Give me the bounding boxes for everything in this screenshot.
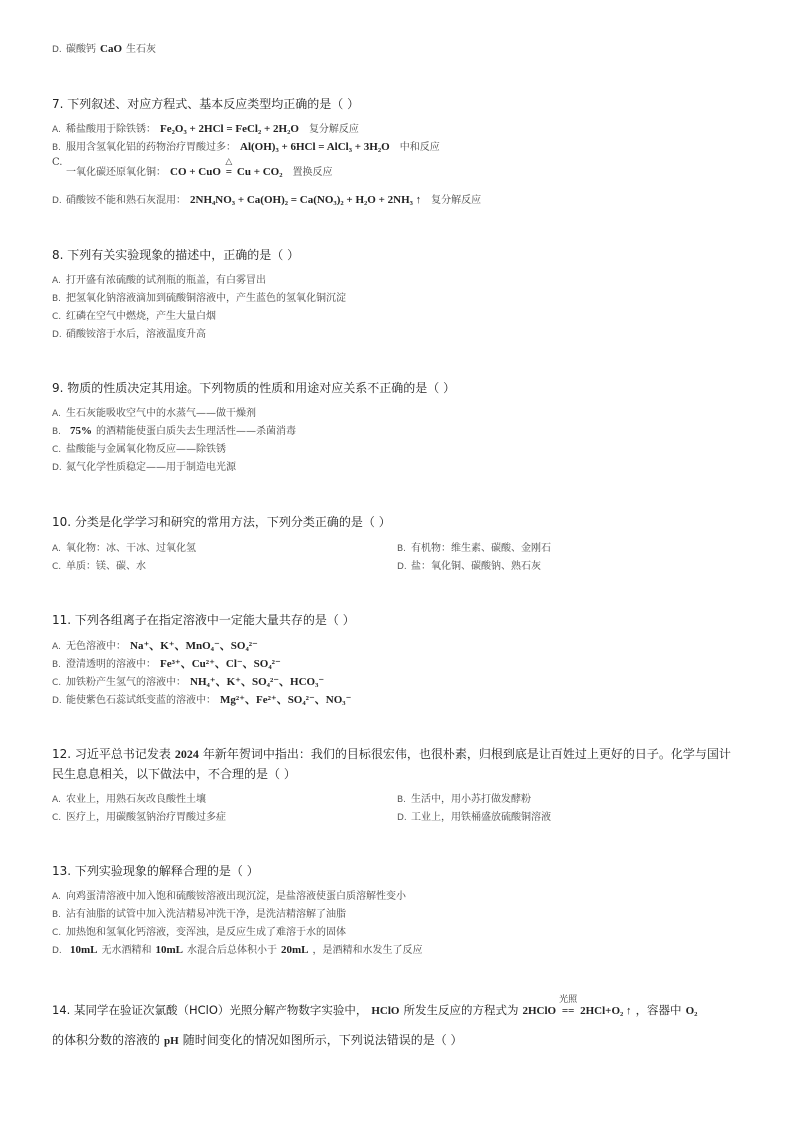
volume: 10mL bbox=[155, 944, 183, 956]
question-14-stem-line1 bbox=[52, 995, 701, 1018]
option-label: D. bbox=[397, 813, 407, 823]
option-text: 氧化物：冰、干冰、过氧化氢 bbox=[66, 543, 196, 554]
q12-option-a bbox=[52, 790, 206, 805]
question-12-stem-line1 bbox=[52, 745, 731, 762]
q11-option-b bbox=[52, 655, 285, 671]
option-text: 加铁粉产生氢气的溶液中： bbox=[66, 677, 186, 688]
q11-option-d bbox=[52, 691, 355, 707]
q9-option-d bbox=[52, 458, 236, 473]
option-text: 澄清透明的溶液中： bbox=[66, 659, 156, 670]
option-text: 稀盐酸用于除铁锈： bbox=[66, 124, 156, 135]
q10-option-d bbox=[397, 557, 541, 572]
option-label: A. bbox=[52, 544, 61, 554]
q10-option-c bbox=[52, 557, 146, 572]
option-label: C. bbox=[52, 928, 62, 938]
option-text: 一氧化碳还原氧化铜： bbox=[66, 167, 166, 178]
q8-option-c bbox=[52, 307, 216, 322]
equation-right: 2HCl+O₂ ↑ bbox=[580, 1005, 632, 1017]
q10-option-b bbox=[397, 539, 551, 554]
option-text: 服用含氢氧化铝的药物治疗胃酸过多： bbox=[66, 142, 236, 153]
option-label: C. bbox=[52, 813, 62, 823]
option-label: C. bbox=[52, 678, 62, 688]
option-label: A. bbox=[52, 409, 61, 419]
question-7-stem: 7. 下列叙述、对应方程式、基本反应类型均正确的是（ ） bbox=[52, 97, 360, 111]
option-label: D. bbox=[397, 562, 407, 572]
option-label: D. bbox=[52, 463, 62, 473]
option-text: 生活中，用小苏打做发酵粉 bbox=[411, 794, 531, 805]
percentage: 75% bbox=[70, 425, 92, 437]
q8-option-d bbox=[52, 325, 206, 340]
formula: O₂ bbox=[685, 1005, 698, 1017]
q9-option-b bbox=[52, 422, 296, 437]
q7-option-c-label: C. bbox=[52, 157, 63, 168]
q13-option-b bbox=[52, 905, 346, 920]
q12-option-d bbox=[397, 808, 551, 823]
equation-left: 2HClO bbox=[522, 1005, 557, 1017]
q11-option-c bbox=[52, 673, 328, 689]
option-label: C. bbox=[52, 445, 62, 455]
option-text: 工业上，用铁桶盛放硫酸铜溶液 bbox=[411, 812, 551, 823]
option-text: 沾有油脂的试管中加入洗洁精易冲洗干净，是洗洁精溶解了油脂 bbox=[66, 909, 346, 920]
q10-option-a bbox=[52, 539, 196, 554]
light-label: 光照 bbox=[559, 995, 578, 1005]
stem-text: 所发生反应的方程式为 bbox=[403, 1003, 519, 1017]
option-text: 碳酸钙 bbox=[66, 44, 96, 55]
option-text: 医疗上，用碳酸氢钠治疗胃酸过多症 bbox=[66, 812, 226, 823]
option-text: 农业上，用熟石灰改良酸性土壤 bbox=[66, 794, 206, 805]
question-13-stem: 13. 下列实验现象的解释合理的是（ ） bbox=[52, 864, 259, 878]
q7-option-c bbox=[66, 157, 333, 178]
option-label: A. bbox=[52, 795, 61, 805]
formula: CaO bbox=[100, 43, 122, 55]
option-text: 向鸡蛋清溶液中加入饱和硫酸铵溶液出现沉淀，是盐溶液使蛋白质溶解性变小 bbox=[66, 891, 406, 902]
q7-option-b bbox=[52, 138, 440, 153]
q11-option-a bbox=[52, 637, 262, 653]
q13-option-c bbox=[52, 923, 346, 938]
q13-option-d bbox=[52, 941, 423, 956]
option-label: B. bbox=[397, 544, 407, 554]
option-label: A. bbox=[52, 642, 61, 652]
equation: Al(OH)₃ + 6HCl = AlCl₃ + 3H₂O bbox=[240, 141, 390, 153]
equation-left: CO + CuO bbox=[170, 166, 221, 178]
stem-text: 随时间变化的情况如图所示，下列说法错误的是（ ） bbox=[182, 1033, 463, 1047]
reaction-type: 置换反应 bbox=[292, 167, 333, 178]
option-label: A. bbox=[52, 892, 61, 902]
q8-option-a bbox=[52, 271, 266, 286]
option-text: 的酒精能使蛋白质失去生理活性——杀菌消毒 bbox=[96, 426, 296, 437]
formula: pH bbox=[164, 1035, 179, 1047]
q13-option-a bbox=[52, 887, 406, 902]
option-text: 无水酒精和 bbox=[101, 945, 152, 956]
option-label: D. bbox=[52, 330, 62, 340]
option-text: 有机物：维生素、碳酸、金刚石 bbox=[411, 543, 551, 554]
option-label: C. bbox=[52, 562, 62, 572]
q7-option-a bbox=[52, 120, 359, 135]
q12-option-c bbox=[52, 808, 226, 823]
q9-option-a bbox=[52, 404, 256, 419]
option-label: A. bbox=[52, 276, 61, 286]
ion-list: Fe³⁺、Cu²⁺、Cl⁻、SO₄²⁻ bbox=[160, 658, 281, 670]
option-label: B. bbox=[52, 143, 62, 153]
question-9-stem: 9. 物质的性质决定其用途。下列物质的性质和用途对应关系不正确的是（ ） bbox=[52, 381, 456, 395]
option-text: 硝酸铵不能和熟石灰混用： bbox=[66, 195, 186, 206]
ion-list: Mg²⁺、Fe²⁺、SO₄²⁻、NO₃⁻ bbox=[220, 694, 352, 706]
option-label: B. bbox=[52, 294, 62, 304]
stem-text: 12. 习近平总书记发表 bbox=[52, 747, 171, 761]
stem-text: 14. 某同学在验证次氯酸（HClO）光照分解产物数字实验中， bbox=[52, 1003, 368, 1017]
light-condition bbox=[556, 995, 580, 1017]
equals-sign: == bbox=[561, 1005, 575, 1017]
ion-list: Na⁺、K⁺、MnO₄⁻、SO₄²⁻ bbox=[130, 640, 258, 652]
option-text: 生石灰 bbox=[126, 44, 156, 55]
option-text: 红磷在空气中燃烧，产生大量白烟 bbox=[66, 311, 216, 322]
ion-list: NH₄⁺、K⁺、SO₄²⁻、HCO₃⁻ bbox=[190, 676, 325, 688]
equation: 2NH₄NO₃ + Ca(OH)₂ = Ca(NO₃)₂ + H₂O + 2NH₃ ↑ bbox=[190, 194, 422, 206]
option-text: 氮气化学性质稳定——用于制造电光源 bbox=[66, 462, 236, 473]
option-text: ，是酒精和水发生了反应 bbox=[312, 945, 423, 956]
reaction-type: 复分解反应 bbox=[431, 195, 482, 206]
option-text: 盐酸能与金属氧化物反应——除铁锈 bbox=[66, 444, 226, 455]
heat-symbol: △ bbox=[225, 157, 233, 167]
option-label: D. bbox=[52, 946, 62, 956]
equation-right: Cu + CO₂ bbox=[236, 166, 283, 178]
option-label: D. bbox=[52, 196, 62, 206]
heating-condition bbox=[221, 157, 237, 178]
option-label: B. bbox=[397, 795, 407, 805]
q9-option-c bbox=[52, 440, 226, 455]
question-14-stem-line2 bbox=[52, 1031, 463, 1048]
question-12-stem-line2: 民生息息相关，以下做法中，不合理的是（ ） bbox=[52, 767, 296, 781]
option-text: 硝酸铵溶于水后，溶液温度升高 bbox=[66, 329, 206, 340]
formula: HClO bbox=[371, 1005, 400, 1017]
option-text: 盐：氧化铜、碳酸钠、熟石灰 bbox=[411, 561, 541, 572]
option-label: B. bbox=[52, 910, 62, 920]
question-11-stem: 11. 下列各组离子在指定溶液中一定能大量共存的是（ ） bbox=[52, 613, 355, 627]
q6-option-d bbox=[52, 40, 156, 55]
option-label: B. bbox=[52, 427, 62, 437]
option-text: 加热饱和氢氧化钙溶液，变浑浊，是反应生成了难溶于水的固体 bbox=[66, 927, 346, 938]
option-label: D. bbox=[52, 45, 62, 55]
option-text: 生石灰能吸收空气中的水蒸气——做干燥剂 bbox=[66, 408, 256, 419]
option-label: D. bbox=[52, 696, 62, 706]
question-10-stem: 10. 分类是化学学习和研究的常用方法，下列分类正确的是（ ） bbox=[52, 515, 391, 529]
option-text: 打开盛有浓硫酸的试剂瓶的瓶盖，有白雾冒出 bbox=[66, 275, 266, 286]
year-number: 2024 bbox=[174, 747, 199, 761]
volume: 10mL bbox=[70, 944, 98, 956]
stem-text: 的体积分数的溶液的 bbox=[52, 1033, 161, 1047]
option-label: C. bbox=[52, 312, 62, 322]
reaction-type: 复分解反应 bbox=[308, 124, 359, 135]
question-8-stem: 8. 下列有关实验现象的描述中，正确的是（ ） bbox=[52, 248, 300, 262]
option-label: A. bbox=[52, 125, 61, 135]
equation: Fe₂O₃ + 2HCl = FeCl₂ + 2H₂O bbox=[160, 123, 299, 135]
option-text: 水混合后总体积小于 bbox=[187, 945, 277, 956]
option-text: 把氢氧化钠溶液滴加到硫酸铜溶液中，产生蓝色的氢氧化铜沉淀 bbox=[66, 293, 346, 304]
option-text: 能使紫色石蕊试纸变蓝的溶液中： bbox=[66, 695, 216, 706]
q12-option-b bbox=[397, 790, 531, 805]
stem-text: ，容器中 bbox=[635, 1003, 682, 1017]
stem-text: 年新年贺词中指出：我们的目标很宏伟，也很朴素，归根到底是让百姓过上更好的日子。化学与国计 bbox=[202, 747, 731, 761]
q8-option-b bbox=[52, 289, 346, 304]
reaction-type: 中和反应 bbox=[399, 142, 440, 153]
option-text: 单质：镁、碳、水 bbox=[66, 561, 146, 572]
equals-sign: = bbox=[225, 166, 233, 178]
q7-option-d bbox=[52, 191, 481, 206]
option-label: B. bbox=[52, 660, 62, 670]
volume: 20mL bbox=[281, 944, 309, 956]
option-text: 无色溶液中： bbox=[66, 641, 126, 652]
